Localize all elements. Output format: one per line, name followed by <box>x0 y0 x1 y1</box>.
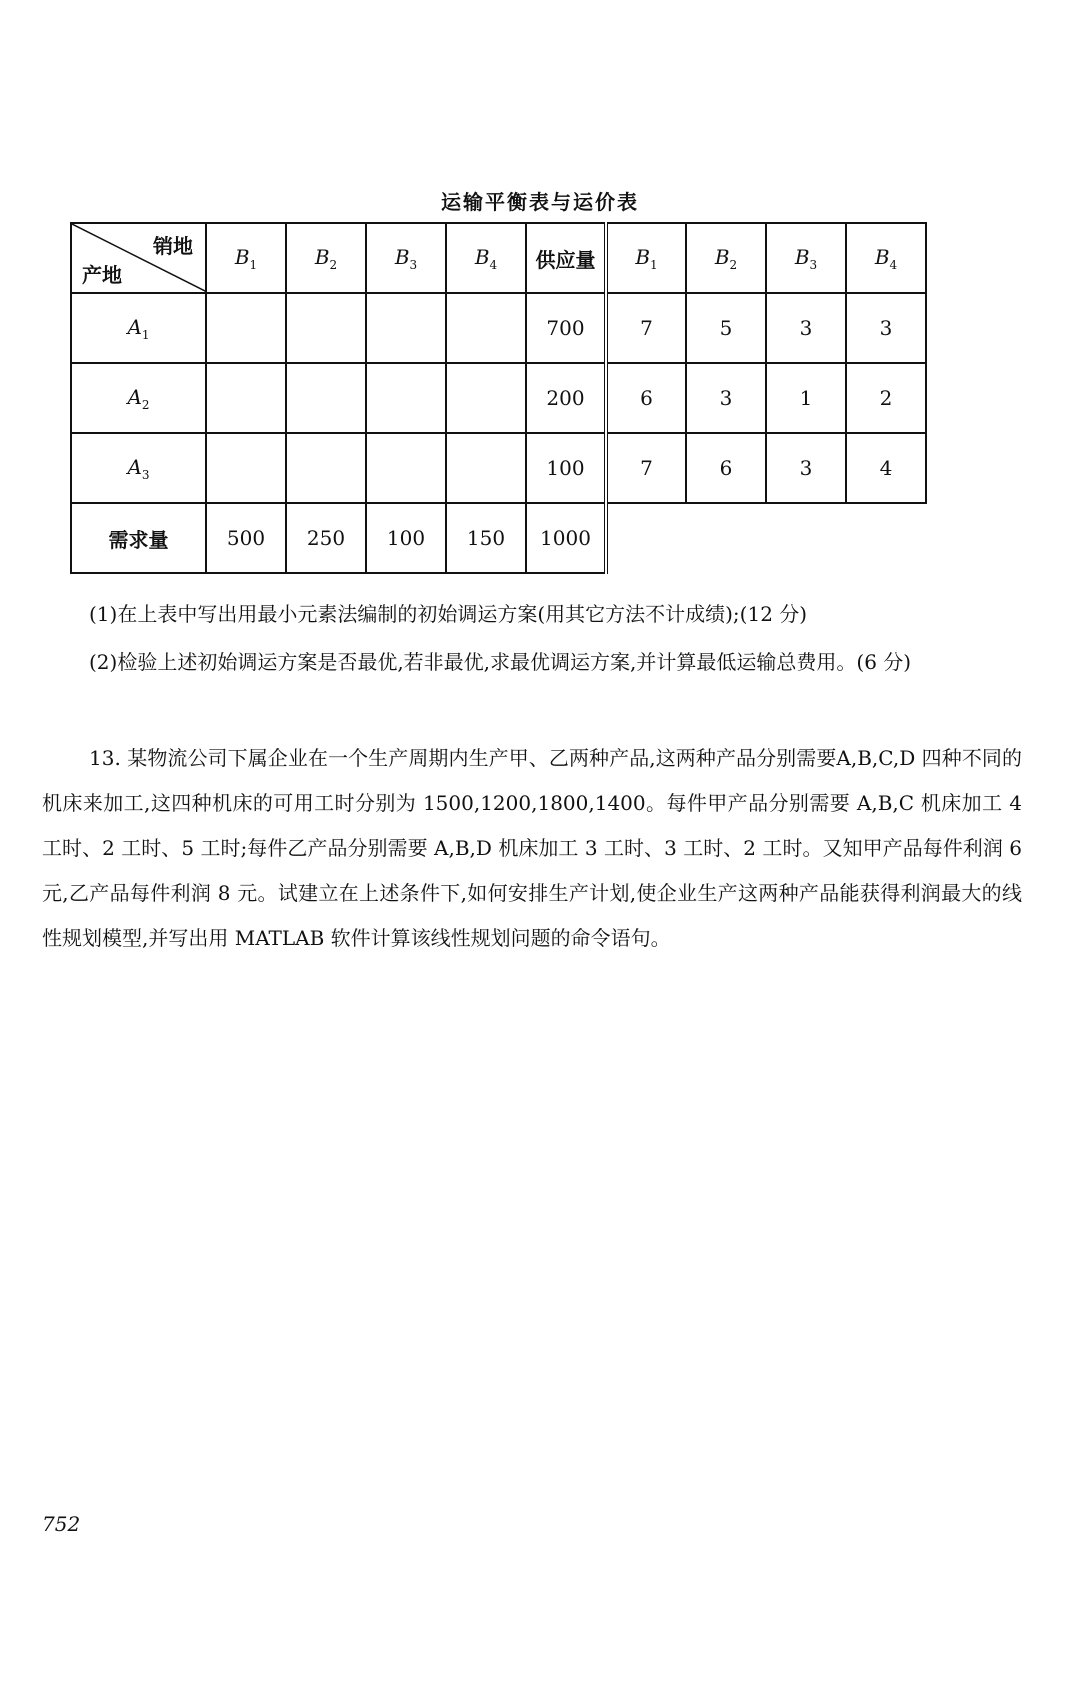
question-1: (1)在上表中写出用最小元素法编制的初始调运方案(用其它方法不计成绩);(12 分) <box>89 602 808 626</box>
table-row <box>71 293 926 363</box>
allocation-cell <box>286 433 366 503</box>
allocation-cell <box>366 433 446 503</box>
cost-cell: 1 <box>766 363 846 433</box>
demand-row <box>71 503 926 573</box>
cost-cell: 4 <box>846 433 926 503</box>
dest-header: $B_4$ <box>446 223 526 293</box>
supply-cell: 700 <box>526 293 606 363</box>
origin-label: $A_3$ <box>71 433 206 503</box>
origin-label: $A_1$ <box>71 293 206 363</box>
allocation-cell <box>206 433 286 503</box>
allocation-cell <box>366 293 446 363</box>
cost-cell: 2 <box>846 363 926 433</box>
question-13: 13. 某物流公司下属企业在一个生产周期内生产甲、乙两种产品,这两种产品分别需要A,B,C,D 四种不同的机床来加工,这四种机床的可用工时分别为 1500,1200,1800,1400。每件甲产品分别需要 A,B,C 机床加工 4 工时、2 工时、5 工时;每件乙产品分别需要 A,B,D 机床加工 3 工时、3 工时、2 工时。又知甲产品每件利润 6 元,乙产品每件利润 8 元。试建立在上述条件下,如何安排生产计划,使企业生产这两种产品能获得利润最大的线性规划模型,并写出用 MATLAB 软件计算该线性规划问题的命令语句。 <box>42 746 1022 950</box>
cost-dest-header: $B_4$ <box>846 223 926 293</box>
table-row <box>71 433 926 503</box>
cost-cell: 6 <box>606 363 686 433</box>
table-row <box>71 363 926 433</box>
table-title: 运输平衡表与运价表 <box>441 190 639 214</box>
cost-dest-header: $B_3$ <box>766 223 846 293</box>
demand-cell: 500 <box>206 503 286 573</box>
header-row <box>71 223 926 293</box>
total-cell: 1000 <box>526 503 606 573</box>
allocation-cell <box>446 433 526 503</box>
dest-header: $B_2$ <box>286 223 366 293</box>
demand-cell: 250 <box>286 503 366 573</box>
cost-cell: 3 <box>766 433 846 503</box>
allocation-cell <box>206 363 286 433</box>
cost-cell: 6 <box>686 433 766 503</box>
cost-cell: 7 <box>606 293 686 363</box>
allocation-cell <box>446 363 526 433</box>
transport-table <box>70 222 927 574</box>
demand-label: 需求量 <box>71 503 206 573</box>
allocation-cell <box>206 293 286 363</box>
allocation-cell <box>286 363 366 433</box>
dest-header: $B_3$ <box>366 223 446 293</box>
demand-cell: 150 <box>446 503 526 573</box>
supply-cell: 100 <box>526 433 606 503</box>
supply-header: 供应量 <box>526 223 606 293</box>
allocation-cell <box>446 293 526 363</box>
cost-cell: 3 <box>766 293 846 363</box>
empty-area <box>606 503 926 573</box>
cost-dest-header: $B_1$ <box>606 223 686 293</box>
allocation-cell <box>286 293 366 363</box>
corner-cell <box>71 223 206 293</box>
corner-bottom-label: 产地 <box>82 263 122 287</box>
cost-cell: 7 <box>606 433 686 503</box>
allocation-cell <box>366 363 446 433</box>
dest-header: $B_1$ <box>206 223 286 293</box>
cost-cell: 5 <box>686 293 766 363</box>
origin-label: $A_2$ <box>71 363 206 433</box>
cost-dest-header: $B_2$ <box>686 223 766 293</box>
cost-cell: 3 <box>686 363 766 433</box>
page-number: 752 <box>42 1512 81 1536</box>
question-2: (2)检验上述初始调运方案是否最优,若非最优,求最优调运方案,并计算最低运输总费用。(6 分) <box>89 650 912 674</box>
supply-cell: 200 <box>526 363 606 433</box>
cost-cell: 3 <box>846 293 926 363</box>
corner-top-label: 销地 <box>153 234 193 258</box>
demand-cell: 100 <box>366 503 446 573</box>
